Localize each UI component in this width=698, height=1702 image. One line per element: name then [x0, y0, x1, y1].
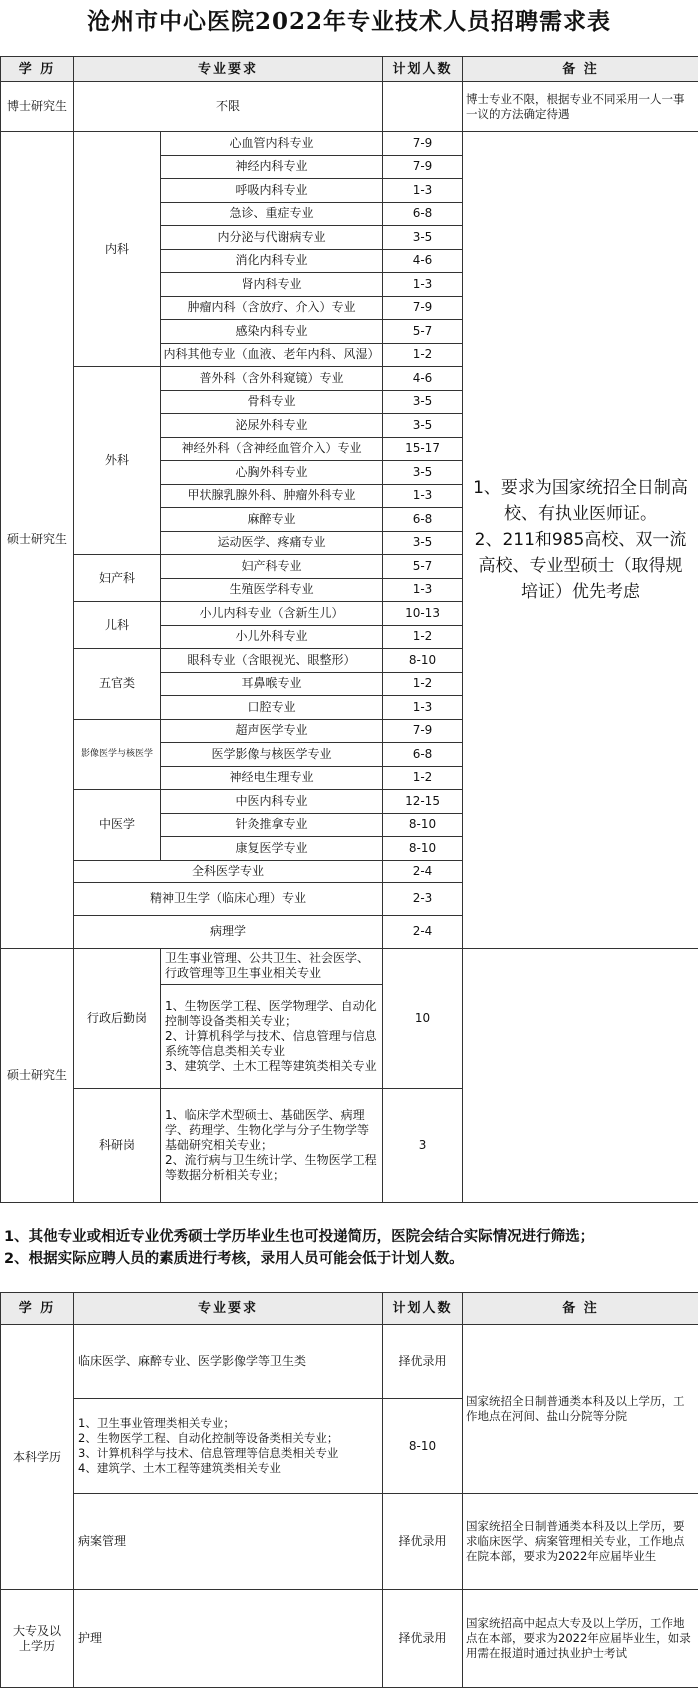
major-cell: 眼科专业（含眼视光、眼整形） — [161, 649, 383, 673]
major-cell: 临床医学、麻醉专业、医学影像学等卫生类 — [74, 1325, 383, 1399]
plan-cell: 1-3 — [383, 696, 463, 720]
plan-cell: 3-5 — [383, 390, 463, 414]
major-cell: 精神卫生学（临床心理）专业 — [74, 882, 383, 915]
header-plan: 计划人数 — [383, 1293, 463, 1325]
plan-cell: 10-13 — [383, 602, 463, 626]
plan-cell: 1-3 — [383, 484, 463, 508]
page-title: 沧州市中心医院2022年专业技术人员招聘需求表 — [86, 8, 611, 35]
plan-cell: 择优录用 — [383, 1325, 463, 1399]
group-cell: 五官类 — [74, 649, 161, 720]
plan-cell: 3-5 — [383, 531, 463, 555]
major-cell: 心血管内科专业 — [161, 132, 383, 156]
header-major: 专业要求 — [74, 1293, 383, 1325]
plan-cell: 7-9 — [383, 132, 463, 156]
group-cell: 儿科 — [74, 602, 161, 649]
group-cell: 内科 — [74, 132, 161, 367]
plan-cell: 1-2 — [383, 672, 463, 696]
plan-cell: 7-9 — [383, 155, 463, 179]
major-cell: 神经外科（含神经血管介入）专业 — [161, 437, 383, 461]
major-cell: 护理 — [74, 1590, 383, 1688]
plan-cell: 1-3 — [383, 179, 463, 203]
major-cell: 小儿内科专业（含新生儿） — [161, 602, 383, 626]
edu-cell: 大专及以上学历 — [1, 1590, 74, 1688]
footnote: 2、根据实际应聘人员的素质进行考核，录用人员可能会低于计划人数。 — [4, 1251, 464, 1267]
plan-cell: 2-4 — [383, 860, 463, 882]
major-cell: 感染内科专业 — [161, 320, 383, 344]
major-cell: 康复医学专业 — [161, 837, 383, 861]
major-cell: 运动医学、疼痛专业 — [161, 531, 383, 555]
plan-cell: 4-6 — [383, 249, 463, 273]
footnotes — [0, 1226, 698, 1270]
plan-cell: 6-8 — [383, 202, 463, 226]
plan-cell: 择优录用 — [383, 1590, 463, 1688]
master-recruitment-table — [0, 56, 698, 1203]
plan-cell: 1-2 — [383, 343, 463, 367]
header-note: 备 注 — [463, 57, 698, 82]
edu-cell: 硕士研究生 — [1, 132, 74, 949]
header-note: 备 注 — [463, 1293, 698, 1325]
major-cell: 骨科专业 — [161, 390, 383, 414]
edu-cell: 本科学历 — [1, 1325, 74, 1590]
major-cell: 神经电生理专业 — [161, 766, 383, 790]
header-edu: 学 历 — [1, 1293, 74, 1325]
major-cell: 超声医学专业 — [161, 719, 383, 743]
major-cell: 医学影像与核医学专业 — [161, 743, 383, 767]
major-cell: 消化内科专业 — [161, 249, 383, 273]
note-cell: 国家统招高中起点大专及以上学历，工作地点在本部，要求为2022年应届毕业生，如录用需在报道时通过执业护士考试 — [463, 1590, 698, 1688]
header-major: 专业要求 — [74, 57, 383, 82]
major-cell: 小儿外科专业 — [161, 625, 383, 649]
group-cell: 行政后勤岗 — [74, 948, 161, 1088]
header-plan: 计划人数 — [383, 57, 463, 82]
major-cell: 耳鼻喉专业 — [161, 672, 383, 696]
major-cell: 肿瘤内科（含放疗、介入）专业 — [161, 296, 383, 320]
major-cell: 病理学 — [74, 915, 383, 948]
plan-cell — [383, 82, 463, 132]
group-cell: 科研岗 — [74, 1088, 161, 1202]
major-cell: 妇产科专业 — [161, 555, 383, 579]
plan-cell: 12-15 — [383, 790, 463, 814]
major-cell: 生殖医学科专业 — [161, 578, 383, 602]
plan-cell: 3-5 — [383, 461, 463, 485]
plan-cell: 3 — [383, 1088, 463, 1202]
plan-cell: 6-8 — [383, 743, 463, 767]
group-cell: 妇产科 — [74, 555, 161, 602]
plan-cell: 8-10 — [383, 813, 463, 837]
plan-cell: 1-2 — [383, 625, 463, 649]
plan-cell: 8-10 — [383, 837, 463, 861]
major-cell: 中医内科专业 — [161, 790, 383, 814]
plan-cell: 3-5 — [383, 226, 463, 250]
header-edu: 学 历 — [1, 57, 74, 82]
note-cell: 国家统招全日制普通类本科及以上学历，工作地点在河间、盐山分院等分院 — [463, 1325, 698, 1494]
note-cell: 1、要求为国家统招全日制高校、有执业医师证。 2、211和985高校、双一流高校、专业型硕士（取得规培证）优先考虑 — [463, 132, 698, 949]
major-cell: 病案管理 — [74, 1494, 383, 1590]
note-cell: 国家统招全日制普通类本科及以上学历，要求临床医学、病案管理相关专业，工作地点在院本部，要求为2022年应届毕业生 — [463, 1494, 698, 1590]
plan-cell: 4-6 — [383, 367, 463, 391]
plan-cell: 1-2 — [383, 766, 463, 790]
plan-cell: 5-7 — [383, 320, 463, 344]
major-cell: 口腔专业 — [161, 696, 383, 720]
plan-cell: 择优录用 — [383, 1494, 463, 1590]
edu-cell: 硕士研究生 — [1, 948, 74, 1202]
major-cell: 急诊、重症专业 — [161, 202, 383, 226]
major-cell: 呼吸内科专业 — [161, 179, 383, 203]
plan-cell: 8-10 — [383, 649, 463, 673]
plan-cell: 10 — [383, 948, 463, 1088]
footnote: 1、其他专业或相近专业优秀硕士学历毕业生也可投递简历，医院会结合实际情况进行筛选； — [4, 1229, 595, 1245]
major-cell: 神经内科专业 — [161, 155, 383, 179]
note-cell — [463, 948, 698, 1202]
major-cell: 普外科（含外科窥镜）专业 — [161, 367, 383, 391]
major-cell: 不限 — [74, 82, 383, 132]
plan-cell: 5-7 — [383, 555, 463, 579]
plan-cell: 7-9 — [383, 719, 463, 743]
group-cell: 外科 — [74, 367, 161, 555]
group-cell: 中医学 — [74, 790, 161, 861]
plan-cell: 8-10 — [383, 1399, 463, 1494]
edu-cell: 博士研究生 — [1, 82, 74, 132]
plan-cell: 15-17 — [383, 437, 463, 461]
major-cell: 内科其他专业（血液、老年内科、风湿） — [161, 343, 383, 367]
group-cell: 影像医学与核医学 — [74, 719, 161, 790]
major-cell: 1、卫生事业管理类相关专业； 2、生物医学工程、自动化控制等设备类相关专业； 3、计算机科学与技术、信息管理等信息类相关专业 4、建筑学、土木工程等建筑类相关专业 — [74, 1399, 383, 1494]
bachelor-recruitment-table — [0, 1292, 698, 1688]
major-cell: 全科医学专业 — [74, 860, 383, 882]
plan-cell: 2-3 — [383, 882, 463, 915]
major-cell: 甲状腺乳腺外科、肿瘤外科专业 — [161, 484, 383, 508]
major-cell: 麻醉专业 — [161, 508, 383, 532]
plan-cell: 7-9 — [383, 296, 463, 320]
plan-cell: 1-3 — [383, 273, 463, 297]
major-cell: 内分泌与代谢病专业 — [161, 226, 383, 250]
plan-cell: 2-4 — [383, 915, 463, 948]
major-cell: 心胸外科专业 — [161, 461, 383, 485]
plan-cell: 3-5 — [383, 414, 463, 438]
table-row — [1, 132, 698, 156]
plan-cell: 6-8 — [383, 508, 463, 532]
major-cell: 1、临床学术型硕士、基础医学、病理学、药理学、生物化学与分子生物学等基础研究相关专业； 2、流行病与卫生统计学、生物医学工程等数据分析相关专业； — [161, 1088, 383, 1202]
note-cell: 博士专业不限，根据专业不同采用一人一事一议的方法确定待遇 — [463, 82, 698, 132]
major-cell: 针灸推拿专业 — [161, 813, 383, 837]
major-cell: 肾内科专业 — [161, 273, 383, 297]
major-cell: 卫生事业管理、公共卫生、社会医学、行政管理等卫生事业相关专业 — [161, 948, 383, 984]
major-cell: 1、生物医学工程、医学物理学、自动化控制等设备类相关专业； 2、计算机科学与技术、信息管理与信息系统等信息类相关专业 3、建筑学、土木工程等建筑类相关专业 — [161, 984, 383, 1088]
plan-cell: 1-3 — [383, 578, 463, 602]
major-cell: 泌尿外科专业 — [161, 414, 383, 438]
